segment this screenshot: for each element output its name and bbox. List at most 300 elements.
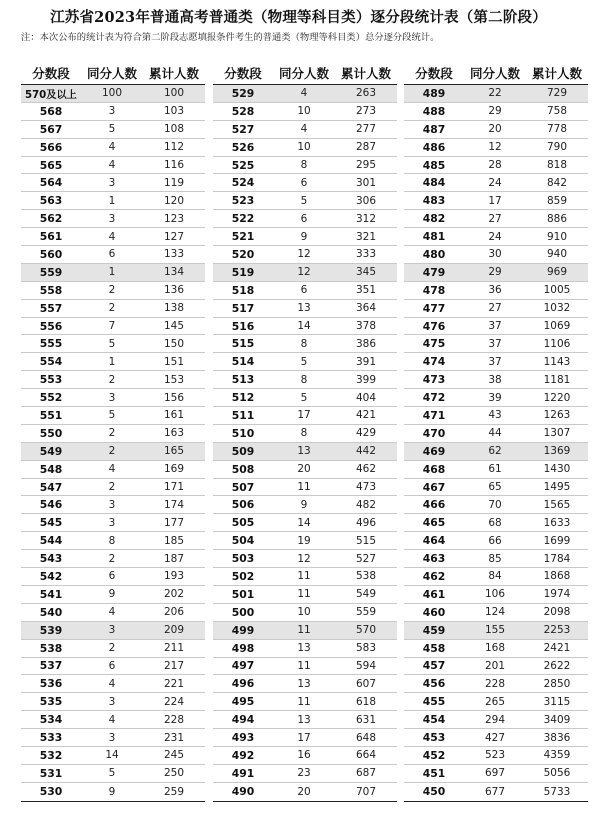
- cumulative-count-cell: 594: [355, 659, 377, 672]
- cumulative-count-cell: 163: [163, 427, 185, 440]
- cumulative-count-cell: 648: [355, 731, 377, 744]
- score-column-2: [213, 62, 397, 810]
- cumulative-count-cell: 171: [163, 481, 185, 494]
- same-score-count-cell: 2: [108, 445, 116, 458]
- same-score-count-cell: 8: [300, 373, 308, 386]
- table-row: [404, 335, 588, 353]
- same-score-count-cell: 38: [488, 373, 502, 386]
- table-row: [404, 658, 588, 676]
- table-row: [404, 747, 588, 765]
- cumulative-count-cell: 161: [163, 409, 185, 422]
- score-cell: 505: [231, 516, 255, 530]
- table-row: [213, 550, 397, 568]
- score-cell: 535: [39, 695, 63, 709]
- score-cell: 458: [422, 641, 446, 655]
- same-score-count-cell: 13: [297, 713, 311, 726]
- score-cell: 490: [231, 785, 255, 799]
- same-score-count-cell: 3: [108, 212, 116, 225]
- score-cell: 495: [231, 695, 255, 709]
- table-row: [21, 568, 205, 586]
- same-score-count-cell: 37: [488, 320, 502, 333]
- same-score-count-cell: 3: [108, 731, 116, 744]
- score-cell: 454: [422, 713, 446, 727]
- score-cell: 533: [39, 731, 63, 744]
- score-cell: 480: [422, 247, 446, 261]
- cumulative-count-cell: 2098: [543, 606, 571, 619]
- score-cell: 538: [39, 641, 63, 655]
- score-cell: 539: [39, 623, 63, 637]
- same-score-count-cell: 13: [297, 445, 311, 458]
- cumulative-count-cell: 321: [355, 230, 377, 243]
- same-score-count-cell: 9: [300, 230, 308, 243]
- table-row: [21, 228, 205, 246]
- page-title: 江苏省2023年普通高考普通类（物理等科目类）逐分段统计表（第二阶段）: [50, 9, 547, 26]
- cumulative-count-cell: 1430: [543, 463, 571, 476]
- table-row: [404, 550, 588, 568]
- cumulative-count-cell: 153: [163, 373, 185, 386]
- score-cell: 521: [231, 230, 255, 244]
- cumulative-count-cell: 177: [163, 516, 185, 529]
- score-cell: 550: [39, 426, 63, 440]
- header-cumulative-count: 累计人数: [148, 66, 199, 81]
- table-row: [213, 264, 397, 282]
- column-header: [404, 62, 588, 84]
- cumulative-count-cell: 1868: [543, 570, 571, 583]
- score-rows: [213, 84, 397, 802]
- score-cell: 497: [231, 659, 255, 673]
- table-row: [21, 496, 205, 514]
- cumulative-count-cell: 295: [355, 159, 377, 171]
- cumulative-count-cell: 259: [163, 785, 185, 798]
- score-cell: 511: [231, 408, 255, 422]
- table-row: [213, 318, 397, 336]
- score-cell: 470: [422, 426, 446, 440]
- cumulative-count-cell: 421: [355, 409, 377, 422]
- table-row: [213, 85, 397, 103]
- table-row: [213, 675, 397, 693]
- table-row: [213, 586, 397, 604]
- table-row: [21, 264, 205, 282]
- table-row: [404, 353, 588, 371]
- same-score-count-cell: 6: [108, 659, 116, 672]
- table-row: [213, 335, 397, 353]
- same-score-count-cell: 8: [300, 159, 308, 171]
- score-cell: 494: [231, 713, 255, 727]
- same-score-count-cell: 2: [108, 481, 116, 494]
- table-row: [21, 210, 205, 228]
- cumulative-count-cell: 910: [546, 230, 568, 243]
- same-score-count-cell: 7: [108, 320, 116, 333]
- score-cell: 517: [231, 301, 255, 315]
- cumulative-count-cell: 351: [355, 284, 377, 297]
- cumulative-count-cell: 187: [163, 552, 185, 565]
- score-cell: 524: [231, 176, 255, 190]
- cumulative-count-cell: 345: [355, 266, 377, 279]
- table-row: [213, 425, 397, 443]
- same-score-count-cell: 14: [105, 749, 119, 762]
- score-rows: [404, 84, 588, 802]
- score-cell: 523: [231, 194, 255, 208]
- score-cell: 483: [422, 194, 446, 208]
- score-cell: 451: [422, 766, 446, 780]
- cumulative-count-cell: 273: [355, 105, 377, 118]
- table-row: [404, 407, 588, 425]
- table-row: [213, 711, 397, 729]
- score-cell: 531: [39, 766, 63, 780]
- table-row: [404, 192, 588, 210]
- same-score-count-cell: 11: [297, 570, 311, 583]
- cumulative-count-cell: 3115: [543, 695, 571, 708]
- score-cell: 450: [422, 785, 446, 799]
- table-row: [21, 532, 205, 550]
- score-cell: 559: [39, 265, 63, 279]
- same-score-count-cell: 1: [108, 355, 116, 368]
- cumulative-count-cell: 277: [355, 123, 377, 136]
- table-row: [404, 479, 588, 497]
- score-cell: 475: [422, 337, 446, 351]
- cumulative-count-cell: 134: [163, 266, 185, 279]
- score-cell: 556: [39, 319, 63, 333]
- cumulative-count-cell: 108: [163, 123, 185, 136]
- score-cell: 522: [231, 212, 255, 226]
- same-score-count-cell: 11: [297, 481, 311, 494]
- same-score-count-cell: 20: [297, 463, 311, 476]
- score-cell: 514: [231, 355, 255, 369]
- same-score-count-cell: 4: [108, 463, 116, 476]
- same-score-count-cell: 9: [108, 785, 116, 798]
- same-score-count-cell: 9: [300, 498, 308, 511]
- same-score-count-cell: 294: [484, 713, 506, 726]
- column-header: [213, 62, 397, 84]
- table-row: [404, 318, 588, 336]
- table-row: [404, 675, 588, 693]
- same-score-count-cell: 2: [108, 302, 116, 315]
- same-score-count-cell: 6: [300, 212, 308, 225]
- table-row: [213, 496, 397, 514]
- same-score-count-cell: 6: [108, 248, 116, 261]
- same-score-count-cell: 106: [484, 588, 506, 601]
- same-score-count-cell: 6: [300, 284, 308, 297]
- score-cell: 474: [422, 355, 446, 369]
- cumulative-count-cell: 378: [355, 320, 377, 333]
- same-score-count-cell: 66: [488, 534, 502, 547]
- score-cell: 479: [422, 265, 446, 279]
- same-score-count-cell: 8: [108, 534, 116, 547]
- score-cell: 507: [231, 480, 255, 494]
- cumulative-count-cell: 119: [163, 176, 185, 189]
- cumulative-count-cell: 100: [163, 87, 185, 100]
- score-column-1: [21, 62, 205, 810]
- score-cell: 532: [39, 748, 63, 762]
- score-cell: 482: [422, 212, 446, 226]
- same-score-count-cell: 44: [488, 427, 502, 440]
- cumulative-count-cell: 209: [163, 624, 185, 637]
- score-cell: 488: [422, 104, 446, 118]
- score-cell: 466: [422, 498, 446, 512]
- score-cell: 545: [39, 516, 63, 530]
- score-cell: 558: [39, 283, 63, 297]
- table-row: [404, 210, 588, 228]
- cumulative-count-cell: 364: [355, 302, 377, 315]
- cumulative-count-cell: 3836: [543, 731, 571, 744]
- same-score-count-cell: 2: [108, 284, 116, 297]
- cumulative-count-cell: 729: [546, 87, 568, 100]
- cumulative-count-cell: 1369: [543, 445, 571, 458]
- table-row: [404, 586, 588, 604]
- score-cell: 570及以上: [25, 89, 77, 101]
- table-row: [213, 300, 397, 318]
- same-score-count-cell: 28: [488, 159, 502, 171]
- table-row: [213, 461, 397, 479]
- score-cell: 456: [422, 677, 446, 691]
- score-cell: 542: [39, 569, 63, 583]
- cumulative-count-cell: 1974: [543, 588, 571, 601]
- cumulative-count-cell: 969: [546, 266, 568, 279]
- table-row: [21, 729, 205, 747]
- cumulative-count-cell: 404: [355, 391, 377, 404]
- score-cell: 568: [39, 104, 63, 118]
- same-score-count-cell: 677: [484, 785, 506, 798]
- same-score-count-cell: 13: [297, 302, 311, 315]
- cumulative-count-cell: 1307: [543, 427, 571, 440]
- same-score-count-cell: 11: [297, 624, 311, 637]
- score-cell: 467: [422, 480, 446, 494]
- table-row: [21, 300, 205, 318]
- table-row: [21, 479, 205, 497]
- score-cell: 509: [231, 444, 255, 458]
- table-row: [404, 729, 588, 747]
- same-score-count-cell: 8: [300, 427, 308, 440]
- cumulative-count-cell: 391: [355, 355, 377, 368]
- cumulative-count-cell: 169: [163, 463, 185, 476]
- table-row: [213, 729, 397, 747]
- table-row: [404, 157, 588, 175]
- score-cell: 515: [231, 337, 255, 351]
- cumulative-count-cell: 287: [355, 141, 377, 154]
- score-cell: 481: [422, 230, 446, 244]
- score-cell: 565: [39, 158, 63, 172]
- score-cell: 459: [422, 623, 446, 637]
- same-score-count-cell: 68: [488, 516, 502, 529]
- same-score-count-cell: 4: [108, 159, 116, 171]
- table-row: [213, 192, 397, 210]
- cumulative-count-cell: 127: [163, 230, 185, 243]
- same-score-count-cell: 3: [108, 695, 116, 708]
- same-score-count-cell: 5: [108, 409, 116, 422]
- cumulative-count-cell: 174: [163, 498, 185, 511]
- table-row: [21, 461, 205, 479]
- score-cell: 527: [231, 122, 255, 136]
- same-score-count-cell: 65: [488, 481, 502, 494]
- table-row: [21, 174, 205, 192]
- cumulative-count-cell: 250: [163, 767, 185, 780]
- score-cell: 464: [422, 534, 446, 548]
- table-row: [213, 532, 397, 550]
- table-row: [21, 711, 205, 729]
- score-cell: 471: [422, 408, 446, 422]
- same-score-count-cell: 30: [488, 248, 502, 261]
- cumulative-count-cell: 133: [163, 248, 185, 261]
- score-cell: 548: [39, 462, 63, 476]
- table-row: [21, 586, 205, 604]
- score-cell: 485: [422, 158, 446, 172]
- score-cell: 555: [39, 337, 63, 351]
- same-score-count-cell: 3: [108, 624, 116, 637]
- score-cell: 492: [231, 748, 255, 762]
- same-score-count-cell: 4: [108, 677, 116, 690]
- table-row: [21, 121, 205, 139]
- table-row: [21, 783, 205, 801]
- cumulative-count-cell: 1181: [543, 373, 571, 386]
- score-cell: 506: [231, 498, 255, 512]
- same-score-count-cell: 4: [300, 87, 308, 100]
- table-row: [21, 157, 205, 175]
- score-cell: 510: [231, 426, 255, 440]
- score-cell: 472: [422, 391, 446, 405]
- same-score-count-cell: 4: [108, 713, 116, 726]
- score-cell: 478: [422, 283, 446, 297]
- same-score-count-cell: 17: [297, 731, 311, 744]
- score-cell: 567: [39, 122, 63, 136]
- header-same-score-count: 同分人数: [86, 66, 137, 81]
- table-row: [404, 640, 588, 658]
- score-cell: 516: [231, 319, 255, 333]
- score-cell: 566: [39, 140, 63, 154]
- table-row: [404, 139, 588, 157]
- score-cell: 546: [39, 498, 63, 512]
- same-score-count-cell: 2: [108, 427, 116, 440]
- header-same-score-count: 同分人数: [278, 66, 329, 81]
- table-row: [21, 765, 205, 783]
- score-cell: 551: [39, 408, 63, 422]
- score-cell: 541: [39, 587, 63, 601]
- same-score-count-cell: 3: [108, 176, 116, 189]
- cumulative-count-cell: 1495: [543, 481, 571, 494]
- cumulative-count-cell: 2850: [543, 677, 571, 690]
- same-score-count-cell: 201: [484, 659, 506, 672]
- cumulative-count-cell: 473: [355, 481, 377, 494]
- score-cell: 477: [422, 301, 446, 315]
- cumulative-count-cell: 386: [355, 337, 377, 350]
- same-score-count-cell: 23: [297, 767, 311, 780]
- table-row: [404, 622, 588, 640]
- column-header: [21, 62, 205, 84]
- cumulative-count-cell: 664: [355, 749, 377, 762]
- table-row: [21, 658, 205, 676]
- header-score-range: 分数段: [224, 66, 262, 81]
- same-score-count-cell: 85: [488, 552, 502, 565]
- cumulative-count-cell: 4359: [543, 749, 571, 762]
- cumulative-count-cell: 138: [163, 302, 185, 315]
- same-score-count-cell: 1: [108, 194, 116, 207]
- table-row: [404, 85, 588, 103]
- table-row: [213, 568, 397, 586]
- score-cell: 513: [231, 373, 255, 387]
- score-cell: 486: [422, 140, 446, 154]
- score-cell: 487: [422, 122, 446, 136]
- table-row: [404, 300, 588, 318]
- cumulative-count-cell: 103: [163, 105, 185, 118]
- table-row: [21, 443, 205, 461]
- cumulative-count-cell: 707: [355, 785, 377, 798]
- cumulative-count-cell: 151: [163, 355, 185, 368]
- same-score-count-cell: 168: [484, 642, 506, 655]
- score-cell: 462: [422, 569, 446, 583]
- same-score-count-cell: 16: [297, 749, 311, 762]
- table-row: [404, 228, 588, 246]
- table-row: [21, 192, 205, 210]
- same-score-count-cell: 427: [484, 731, 506, 744]
- score-cell: 560: [39, 247, 63, 261]
- cumulative-count-cell: 1005: [543, 284, 571, 297]
- same-score-count-cell: 61: [488, 463, 502, 476]
- cumulative-count-cell: 217: [163, 659, 185, 672]
- same-score-count-cell: 5: [108, 767, 116, 780]
- same-score-count-cell: 11: [297, 588, 311, 601]
- table-row: [404, 425, 588, 443]
- score-cell: 536: [39, 677, 63, 691]
- cumulative-count-cell: 607: [355, 677, 377, 690]
- score-cell: 564: [39, 176, 63, 190]
- cumulative-count-cell: 549: [355, 588, 377, 601]
- cumulative-count-cell: 245: [163, 749, 185, 762]
- table-row: [21, 622, 205, 640]
- table-row: [213, 174, 397, 192]
- same-score-count-cell: 27: [488, 302, 502, 315]
- table-row: [213, 443, 397, 461]
- score-cell: 526: [231, 140, 255, 154]
- same-score-count-cell: 5: [108, 123, 116, 136]
- table-row: [404, 765, 588, 783]
- same-score-count-cell: 39: [488, 391, 502, 404]
- cumulative-count-cell: 515: [355, 534, 377, 547]
- score-cell: 496: [231, 677, 255, 691]
- table-row: [213, 103, 397, 121]
- table-row: [213, 389, 397, 407]
- table-row: [21, 335, 205, 353]
- same-score-count-cell: 5: [300, 355, 308, 368]
- same-score-count-cell: 37: [488, 337, 502, 350]
- score-cell: 468: [422, 462, 446, 476]
- score-cell: 460: [422, 605, 446, 619]
- score-cell: 534: [39, 713, 63, 727]
- score-column-3: [404, 62, 588, 810]
- score-cell: 499: [231, 623, 255, 637]
- same-score-count-cell: 27: [488, 212, 502, 225]
- cumulative-count-cell: 2421: [543, 642, 571, 655]
- header-cumulative-count: 累计人数: [531, 66, 582, 81]
- cumulative-count-cell: 206: [163, 606, 185, 619]
- cumulative-count-cell: 527: [355, 552, 377, 565]
- cumulative-count-cell: 263: [355, 87, 377, 100]
- table-row: [404, 103, 588, 121]
- same-score-count-cell: 13: [297, 642, 311, 655]
- score-cell: 465: [422, 516, 446, 530]
- same-score-count-cell: 11: [297, 695, 311, 708]
- same-score-count-cell: 124: [484, 606, 506, 619]
- cumulative-count-cell: 145: [163, 320, 185, 333]
- score-cell: 563: [39, 194, 63, 208]
- cumulative-count-cell: 231: [163, 731, 185, 744]
- same-score-count-cell: 17: [297, 409, 311, 422]
- table-row: [213, 622, 397, 640]
- table-row: [21, 640, 205, 658]
- cumulative-count-cell: 1220: [543, 391, 571, 404]
- cumulative-count-cell: 1263: [543, 409, 571, 422]
- cumulative-count-cell: 1784: [543, 552, 571, 565]
- table-row: [213, 479, 397, 497]
- cumulative-count-cell: 2622: [543, 659, 571, 672]
